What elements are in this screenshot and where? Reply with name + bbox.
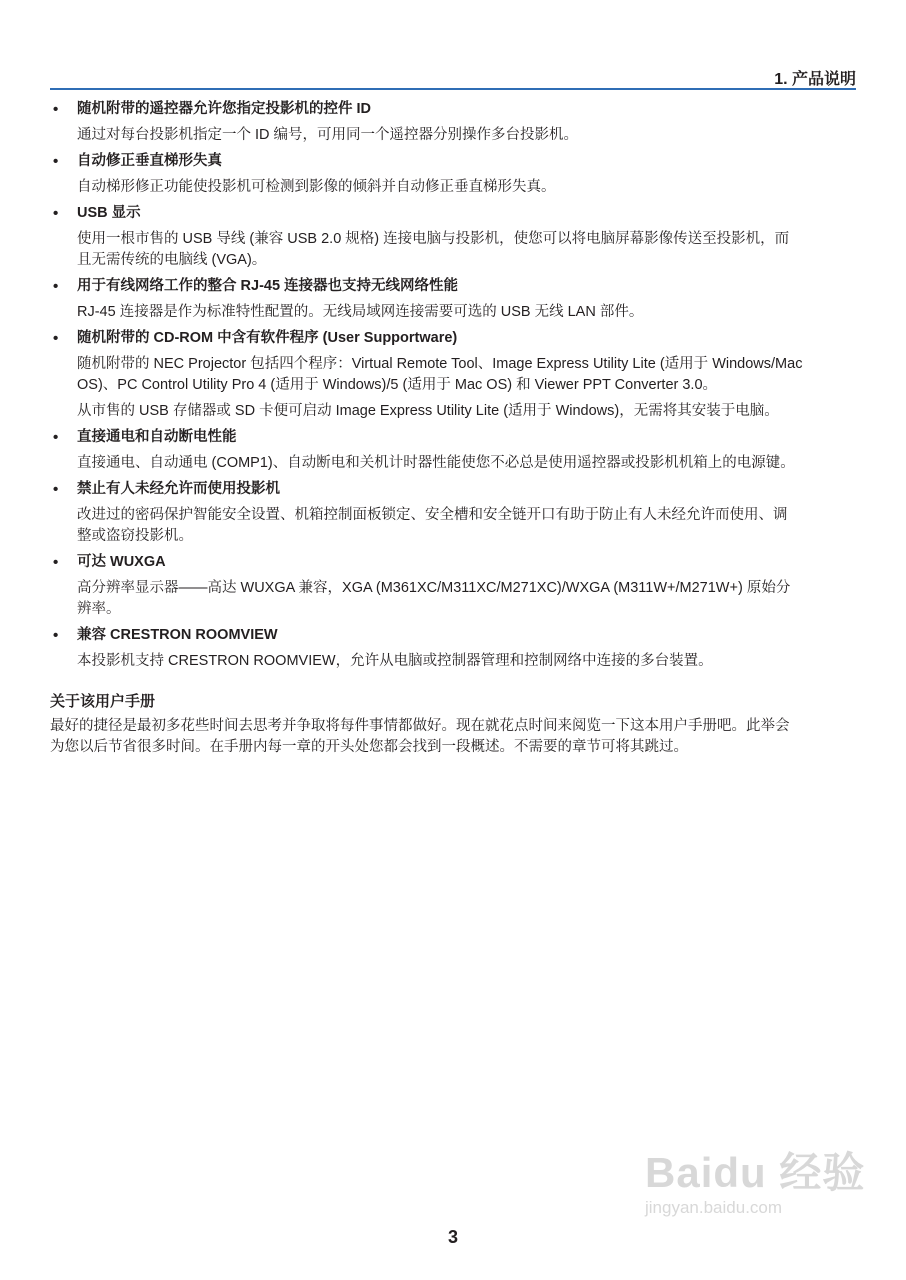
feature-title: 禁止有人未经允许而使用投影机 bbox=[77, 481, 280, 497]
feature-title: 兼容 CRESTRON ROOMVIEW bbox=[77, 627, 278, 643]
feature-line: OS)、PC Control Utility Pro 4 (适用于 Windows)/5 (适用于 Mac OS) 和 Viewer PPT Converter 3.0。 bbox=[77, 377, 718, 393]
bullet-icon: • bbox=[53, 101, 59, 118]
feature-item bbox=[50, 151, 860, 198]
feature-paragraph bbox=[77, 578, 860, 620]
feature-line: 整或盗窃投影机。 bbox=[77, 528, 193, 544]
chapter-header: 1. 产品说明 bbox=[774, 71, 856, 88]
feature-list bbox=[50, 99, 860, 672]
section-title: 关于该用户手册 bbox=[50, 693, 156, 710]
feature-paragraph bbox=[77, 453, 860, 474]
section-line: 为您以后节省很多时间。在手册内每一章的开头处您都会找到一段概述。不需要的章节可将其跳过。 bbox=[50, 739, 688, 755]
feature-paragraph bbox=[77, 125, 860, 146]
bullet-icon: • bbox=[53, 429, 59, 446]
section-body bbox=[50, 716, 860, 758]
feature-item bbox=[50, 203, 860, 271]
feature-line: 随机附带的 NEC Projector 包括四个程序：Virtual Remote Tool、Image Express Utility Lite (适用于 Windows/Mac bbox=[77, 356, 803, 372]
bullet-icon: • bbox=[53, 481, 59, 498]
feature-paragraph bbox=[77, 401, 860, 422]
feature-line: 高分辨率显示器——高达 WUXGA 兼容，XGA (M361XC/M311XC/M271XC)/WXGA (M311W+/M271W+) 原始分 bbox=[77, 580, 791, 596]
feature-title: 自动修正垂直梯形失真 bbox=[77, 153, 222, 169]
feature-paragraph bbox=[77, 354, 860, 396]
baidu-watermark bbox=[645, 1140, 865, 1218]
bullet-icon: • bbox=[53, 205, 59, 222]
feature-line: 本投影机支持 CRESTRON ROOMVIEW，允许从电脑或控制器管理和控制网络中连接的多台装置。 bbox=[77, 653, 713, 669]
feature-item bbox=[50, 479, 860, 547]
feature-title: 随机附带的 CD-ROM 中含有软件程序 (User Supportware) bbox=[77, 330, 458, 346]
feature-paragraph bbox=[77, 651, 860, 672]
feature-item bbox=[50, 99, 860, 146]
watermark-logo: Baidu 经验 bbox=[645, 1149, 866, 1196]
feature-item bbox=[50, 276, 860, 323]
feature-item bbox=[50, 625, 860, 672]
bullet-icon: • bbox=[53, 153, 59, 170]
section-line: 最好的捷径是最初多花些时间去思考并争取将每件事情都做好。现在就花点时间来阅览一下这本用户手册吧。此举会 bbox=[50, 718, 790, 734]
feature-line: RJ-45 连接器是作为标准特性配置的。无线局域网连接需要可选的 USB 无线 LAN 部件。 bbox=[77, 304, 644, 320]
feature-paragraph bbox=[77, 505, 860, 547]
bullet-icon: • bbox=[53, 554, 59, 571]
feature-title: 直接通电和自动断电性能 bbox=[77, 429, 237, 445]
feature-line: 从市售的 USB 存储器或 SD 卡便可启动 Image Express Utility Lite (适用于 Windows)，无需将其安装于电脑。 bbox=[77, 403, 779, 419]
feature-title: 随机附带的遥控器允许您指定投影机的控件 ID bbox=[77, 101, 372, 117]
feature-paragraph bbox=[77, 229, 860, 271]
feature-paragraph bbox=[77, 177, 860, 198]
watermark-url: jingyan.baidu.com bbox=[645, 1198, 783, 1217]
bullet-icon: • bbox=[53, 278, 59, 295]
feature-title: 用于有线网络工作的整合 RJ-45 连接器也支持无线网络性能 bbox=[77, 278, 459, 294]
feature-line: 使用一根市售的 USB 导线 (兼容 USB 2.0 规格) 连接电脑与投影机，使您可以将电脑屏幕影像传送至投影机，而 bbox=[77, 231, 790, 247]
page-content bbox=[50, 99, 860, 758]
bullet-icon: • bbox=[53, 330, 59, 347]
bullet-icon: • bbox=[53, 627, 59, 644]
feature-line: 直接通电、自动通电 (COMP1)、自动断电和关机计时器性能使您不必总是使用遥控器或投影机机箱上的电源键。 bbox=[77, 455, 795, 471]
feature-title: USB 显示 bbox=[77, 205, 141, 221]
feature-line: 自动梯形修正功能使投影机可检测到影像的倾斜并自动修正垂直梯形失真。 bbox=[77, 179, 556, 195]
page-number: 3 bbox=[447, 1227, 458, 1247]
feature-item bbox=[50, 552, 860, 620]
feature-title: 可达 WUXGA bbox=[77, 554, 166, 570]
feature-line: 通过对每台投影机指定一个 ID 编号，可用同一个遥控器分别操作多台投影机。 bbox=[77, 127, 579, 143]
feature-line: 改进过的密码保护智能安全设置、机箱控制面板锁定、安全槽和安全链开口有助于防止有人未经允许而使用、调 bbox=[77, 507, 788, 523]
header-rule bbox=[50, 88, 856, 90]
feature-line: 辨率。 bbox=[77, 601, 121, 617]
feature-paragraph bbox=[77, 302, 860, 323]
feature-item bbox=[50, 328, 860, 422]
feature-line: 且无需传统的电脑线 (VGA)。 bbox=[77, 252, 267, 268]
feature-item bbox=[50, 427, 860, 474]
